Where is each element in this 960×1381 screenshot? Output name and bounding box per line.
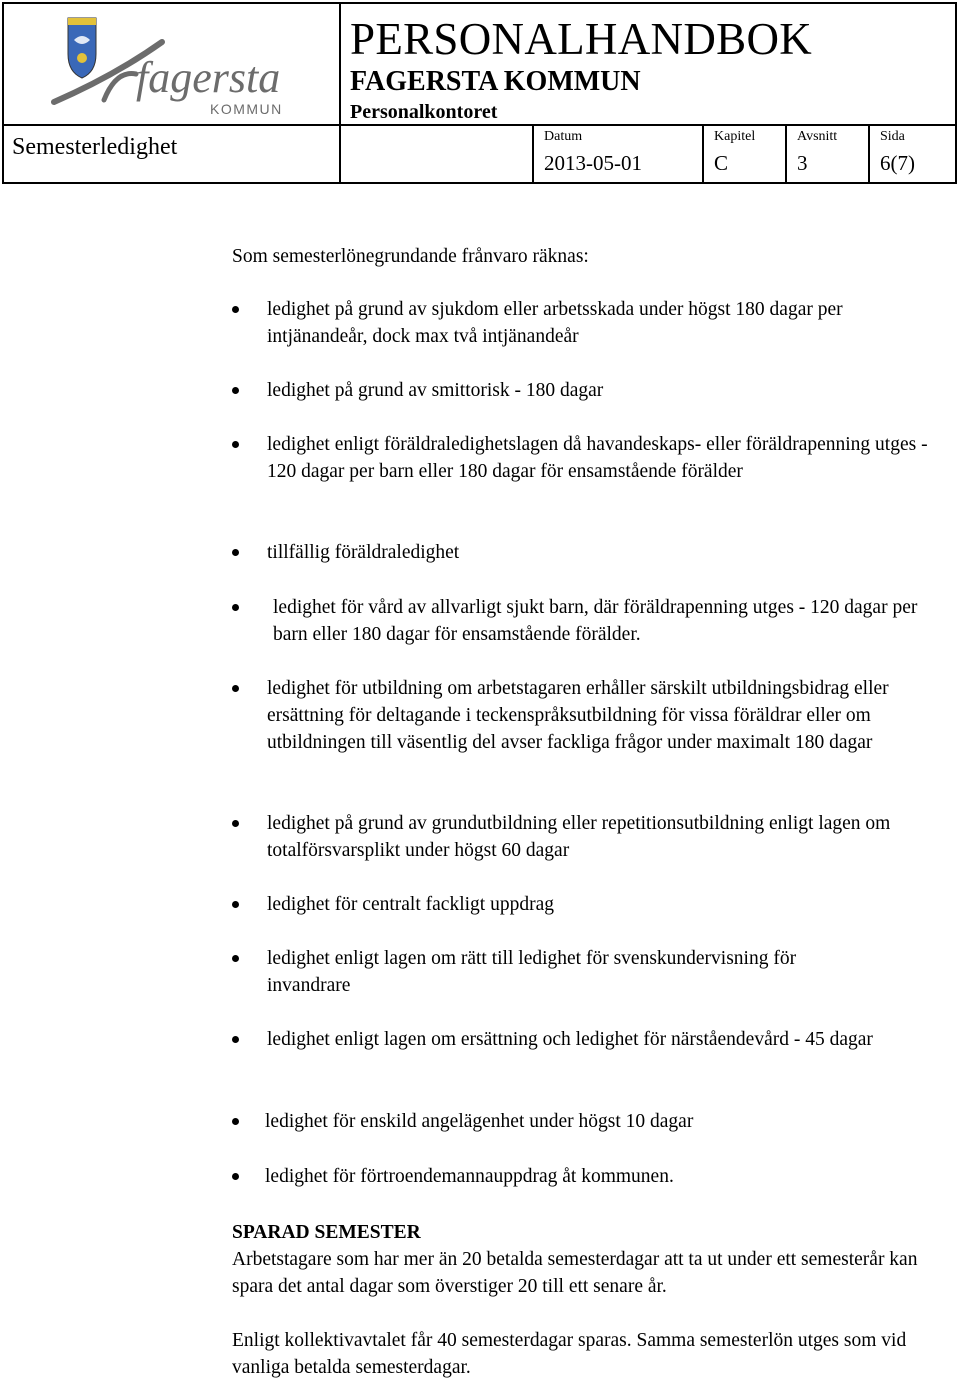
header-divider	[4, 124, 955, 126]
bullet-icon	[232, 387, 239, 394]
section-title: Semesterledighet	[12, 134, 178, 160]
sparad-semester-heading: SPARAD SEMESTER	[232, 1222, 421, 1243]
header-divider	[532, 124, 534, 182]
bullet-icon	[232, 901, 239, 908]
sida-value: 6(7)	[880, 151, 915, 175]
bullet-icon	[232, 306, 239, 313]
header-divider	[339, 4, 341, 182]
sparad-semester-paragraph: Arbetstagare som har mer än 20 betalda semesterdagar att ta ut under ett semesterår kan spara det antal dagar som överstiger 20 till ett senare år.	[232, 1249, 918, 1297]
organization-name: FAGERSTA KOMMUN	[350, 66, 641, 97]
document-header	[2, 2, 957, 184]
bullet-icon	[232, 604, 239, 611]
intro-paragraph: Som semesterlönegrundande frånvaro räknas:	[232, 246, 589, 267]
bullet-icon	[232, 1036, 239, 1043]
kapitel-value: C	[714, 151, 729, 175]
handbook-title: PERSONALHANDBOK	[350, 14, 813, 64]
bullet-icon	[232, 1173, 239, 1180]
kapitel-label: Kapitel	[714, 129, 756, 144]
header-divider	[702, 124, 704, 182]
bullet-icon	[232, 549, 239, 556]
bullet-icon	[232, 1118, 239, 1125]
avsnitt-value: 3	[797, 151, 808, 175]
svg-text:KOMMUN: KOMMUN	[210, 101, 283, 117]
datum-label: Datum	[544, 129, 583, 144]
avsnitt-label: Avsnitt	[797, 129, 838, 144]
coat-of-arms-icon	[68, 18, 96, 78]
bullet-icon	[232, 820, 239, 827]
fagersta-logo	[44, 10, 314, 122]
datum-value: 2013-05-01	[544, 151, 642, 175]
svg-text:fagersta: fagersta	[136, 53, 281, 102]
bullet-icon	[232, 441, 239, 448]
kollektivavtal-paragraph: Enligt kollektivavtalet får 40 semesterdagar sparas. Samma semesterlön utges som vid vanliga betalda semesterdagar.	[232, 1330, 907, 1378]
sida-label: Sida	[880, 129, 905, 144]
header-divider	[868, 124, 870, 182]
bullet-icon	[232, 955, 239, 962]
department-name: Personalkontoret	[350, 101, 498, 123]
bullet-icon	[232, 685, 239, 692]
header-divider	[785, 124, 787, 182]
